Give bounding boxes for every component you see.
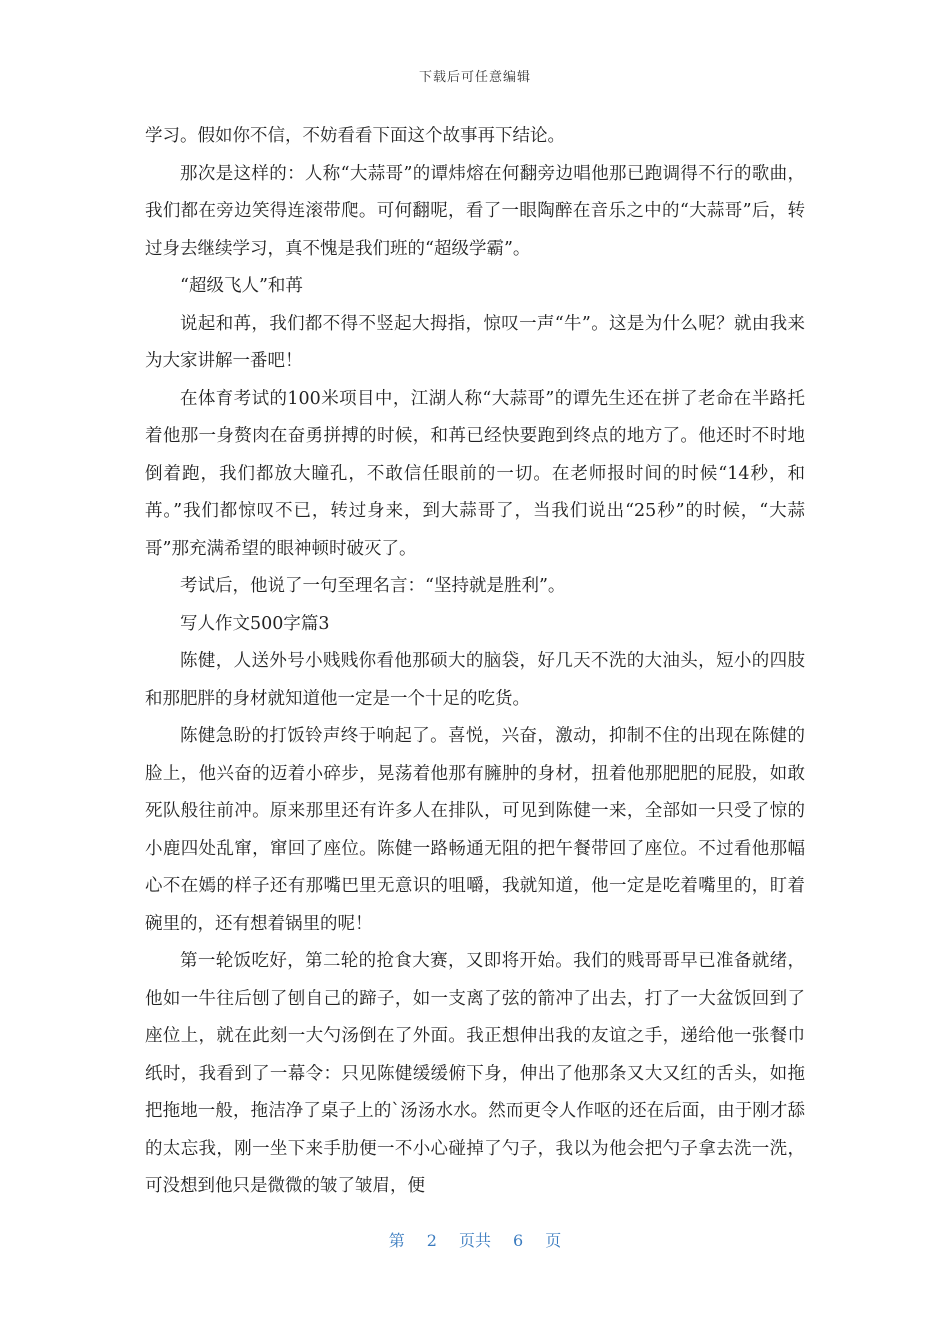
document-body bbox=[145, 118, 805, 1206]
paragraph: 陈健急盼的打饭铃声终于响起了。喜悦，兴奋，激动，抑制不住的出现在陈健的脸上，他兴奋的迈着小碎步，晃荡着他那有臃肿的身材，扭着他那肥肥的屁股，如敢死队般往前冲。原来那里还有许多人在排队，可见到陈健一来，全部如一只受了惊的小鹿四处乱窜，窜回了座位。陈健一路畅通无阻的把午餐带回了座位。不过看他那幅心不在嫣的样子还有那嘴巴里无意识的咀嚼，我就知道，他一定是吃着嘴里的，盯着碗里的，还有想着锅里的呢！ bbox=[145, 726, 805, 934]
section-heading: 写人作文500字篇3 bbox=[180, 613, 330, 634]
paragraph: 说起和苒，我们都不得不竖起大拇指，惊叹一声“牛”。这是为什么呢？就由我来为大家讲解一番吧！ bbox=[145, 313, 805, 371]
paragraph: 陈健，人送外号小贱贱你看他那硕大的脑袋，好几天不洗的大油头，短小的四肢和那肥胖的身材就知道他一定是一个十足的吃货。 bbox=[145, 651, 805, 709]
header-text: 下载后可任意编辑 bbox=[418, 70, 531, 85]
section-heading: “超级飞人”和苒 bbox=[180, 276, 303, 296]
total-pages-number: 6 bbox=[513, 1231, 524, 1250]
page-header bbox=[0, 66, 950, 85]
paragraph: 学习。假如你不信，不妨看看下面这个故事再下结论。 bbox=[145, 126, 565, 146]
paragraph: 在体育考试的100米项目中，江湖人称“大蒜哥”的谭先生还在拼了老命在半路托着他那一身赘肉在奋勇拼搏的时候，和苒已经快要跑到终点的地方了。他还时不时地倒着跑，我们都放大瞳孔，不敢信任眼前的一切。在老师报时间的时候“14秒，和苒。”我们都惊叹不已，转过身来，到大蒜哥了，当我们说出“25秒”的时候，“大蒜哥”那充满希望的眼神顿时破灭了。 bbox=[145, 388, 805, 559]
footer-prefix: 第 bbox=[388, 1231, 405, 1250]
footer-middle: 页共 bbox=[458, 1231, 491, 1250]
current-page-number: 2 bbox=[426, 1231, 437, 1250]
paragraph: 考试后，他说了一句至理名言：“坚持就是胜利”。 bbox=[180, 576, 566, 596]
page-footer bbox=[0, 1228, 950, 1251]
footer-suffix: 页 bbox=[545, 1231, 562, 1250]
paragraph: 那次是这样的：人称“大蒜哥”的谭炜熔在何翻旁边唱他那已跑调得不行的歌曲，我们都在旁边笑得连滚带爬。可何翻呢，看了一眼陶醉在音乐之中的“大蒜哥”后，转过身去继续学习，真不愧是我们班的“超级学霸”。 bbox=[145, 163, 805, 259]
paragraph: 第一轮饭吃好，第二轮的抢食大赛，又即将开始。我们的贱哥哥早已准备就绪，他如一牛往后刨了刨自己的蹄子，如一支离了弦的箭冲了出去，打了一大盆饭回到了座位上，就在此刻一大勺汤倒在了外面。我正想伸出我的友谊之手，递给他一张餐巾纸时，我看到了一幕令：只见陈健缓缓俯下身，伸出了他那条又大又红的舌头，如拖把拖地一般，拖洁净了桌子上的`汤汤水水。然而更令人作呕的还在后面，由于刚才舔的太忘我，刚一坐下来手肋便一不小心碰掉了勺子，我以为他会把勺子拿去洗一洗，可没想到他只是微微的皱了皱眉，便 bbox=[145, 951, 805, 1196]
